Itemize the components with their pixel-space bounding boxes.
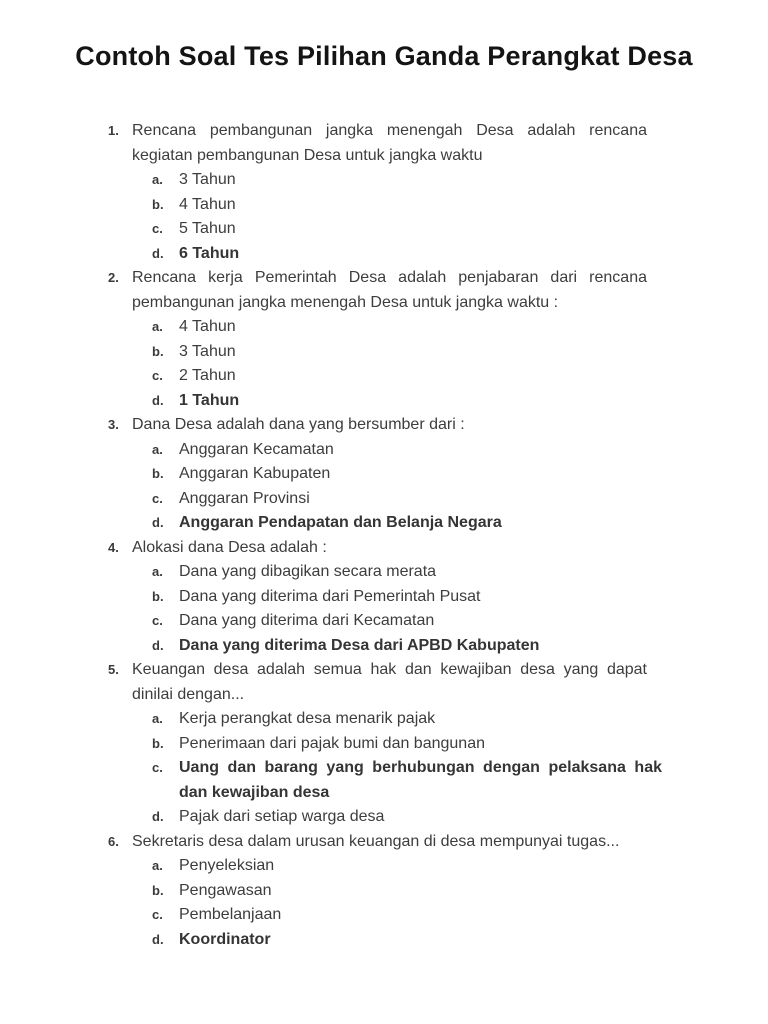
questions-list bbox=[108, 119, 662, 952]
option-text: Pembelanjaan bbox=[179, 906, 282, 923]
option-d bbox=[152, 805, 662, 830]
option-letter: b. bbox=[152, 882, 164, 898]
question-item-3 bbox=[108, 413, 662, 536]
option-text: Penerimaan dari pajak bumi dan bangunan bbox=[179, 734, 485, 752]
option-letter: a. bbox=[152, 564, 163, 579]
option-letter: c. bbox=[152, 490, 163, 506]
option-letter: d. bbox=[152, 245, 164, 261]
option-b bbox=[152, 340, 662, 365]
option-text: 6 Tahun bbox=[179, 244, 240, 262]
option-d-answer bbox=[152, 511, 662, 536]
question-number: 2. bbox=[108, 270, 119, 285]
question-row bbox=[108, 536, 662, 561]
question-text: Keuangan desa adalah semua hak dan kewajiban desa yang dapat dinilai dengan... bbox=[132, 661, 647, 703]
option-a bbox=[152, 438, 662, 463]
option-d-answer bbox=[152, 928, 662, 953]
question-row bbox=[108, 830, 662, 855]
question-text: Sekretaris desa dalam urusan keuangan di desa mempunyai tugas... bbox=[132, 832, 620, 850]
options-list bbox=[108, 438, 662, 536]
option-letter: d. bbox=[152, 931, 164, 947]
option-d-answer bbox=[152, 634, 662, 659]
option-d-answer bbox=[152, 389, 662, 414]
option-letter: a. bbox=[152, 858, 163, 873]
option-c bbox=[152, 903, 662, 928]
option-a bbox=[152, 854, 662, 879]
options-list bbox=[108, 168, 662, 266]
question-item-5 bbox=[108, 658, 662, 830]
question-item-1 bbox=[108, 119, 662, 266]
option-letter: a. bbox=[152, 172, 163, 187]
option-letter: b. bbox=[152, 196, 164, 212]
option-letter: a. bbox=[152, 711, 163, 726]
option-c bbox=[152, 217, 662, 242]
option-text: 4 Tahun bbox=[179, 318, 236, 335]
question-text: Alokasi dana Desa adalah : bbox=[132, 538, 327, 556]
option-text: Anggaran Kecamatan bbox=[179, 440, 334, 458]
option-letter: c. bbox=[152, 221, 163, 236]
option-text: 2 Tahun bbox=[179, 367, 236, 384]
options-list bbox=[108, 707, 662, 830]
option-letter: b. bbox=[152, 343, 164, 359]
option-letter: d. bbox=[152, 809, 164, 824]
option-b bbox=[152, 585, 662, 610]
question-number: 3. bbox=[108, 417, 119, 432]
option-text: 4 Tahun bbox=[179, 195, 236, 213]
question-text: Dana Desa adalah dana yang bersumber dari : bbox=[132, 416, 465, 433]
option-text: Koordinator bbox=[179, 930, 271, 948]
option-letter: c. bbox=[152, 613, 163, 628]
option-d-answer bbox=[152, 242, 662, 267]
option-c bbox=[152, 364, 662, 389]
option-letter: b. bbox=[152, 466, 164, 481]
option-text: Dana yang diterima dari Kecamatan bbox=[179, 612, 435, 629]
option-letter: d. bbox=[152, 392, 164, 408]
question-number: 6. bbox=[108, 833, 119, 849]
question-text: Rencana pembangunan jangka menengah Desa adalah rencana kegiatan pembangunan Desa untuk jangka waktu bbox=[132, 122, 647, 164]
question-number: 5. bbox=[108, 662, 119, 677]
option-c-answer bbox=[152, 756, 662, 805]
option-letter: a. bbox=[152, 441, 163, 457]
option-text: 1 Tahun bbox=[179, 391, 240, 409]
option-text: 5 Tahun bbox=[179, 220, 236, 237]
option-letter: b. bbox=[152, 588, 164, 604]
option-text: Uang dan barang yang berhubungan dengan pelaksana hak dan kewajiban desa bbox=[179, 759, 662, 801]
option-b bbox=[152, 462, 662, 487]
question-number: 4. bbox=[108, 539, 119, 555]
question-row bbox=[108, 413, 662, 438]
option-text: Dana yang dibagikan secara merata bbox=[179, 563, 437, 580]
options-list bbox=[108, 854, 662, 952]
option-text: Anggaran Kabupaten bbox=[179, 465, 331, 482]
option-letter: a. bbox=[152, 319, 163, 334]
option-letter: c. bbox=[152, 907, 163, 922]
option-c bbox=[152, 487, 662, 512]
question-item-2 bbox=[108, 266, 662, 413]
option-c bbox=[152, 609, 662, 634]
option-letter: c. bbox=[152, 760, 163, 775]
question-item-4 bbox=[108, 536, 662, 659]
page-title: Contoh Soal Tes Pilihan Ganda Perangkat Desa bbox=[75, 41, 693, 71]
option-a bbox=[152, 560, 662, 585]
option-b bbox=[152, 879, 662, 904]
options-list bbox=[108, 560, 662, 658]
option-text: Kerja perangkat desa menarik pajak bbox=[179, 710, 436, 727]
option-letter: d. bbox=[152, 515, 164, 530]
option-b bbox=[152, 732, 662, 757]
option-a bbox=[152, 315, 662, 340]
question-row bbox=[108, 119, 662, 168]
option-text: Anggaran Provinsi bbox=[179, 489, 310, 507]
option-text: Pajak dari setiap warga desa bbox=[179, 808, 385, 825]
question-row bbox=[108, 266, 662, 315]
option-text: 3 Tahun bbox=[179, 342, 236, 360]
question-item-6 bbox=[108, 830, 662, 953]
option-a bbox=[152, 168, 662, 193]
option-text: Anggaran Pendapatan dan Belanja Negara bbox=[179, 514, 502, 531]
option-b bbox=[152, 193, 662, 218]
option-text: Pengawasan bbox=[179, 881, 272, 899]
option-text: 3 Tahun bbox=[179, 171, 236, 188]
option-letter: b. bbox=[152, 735, 164, 751]
option-text: Dana yang diterima Desa dari APBD Kabupaten bbox=[179, 636, 540, 654]
option-letter: d. bbox=[152, 637, 164, 653]
question-text: Rencana kerja Pemerintah Desa adalah penjabaran dari rencana pembangunan jangka menengah Desa untuk jangka waktu : bbox=[132, 269, 647, 311]
option-text: Dana yang diterima dari Pemerintah Pusat bbox=[179, 587, 481, 605]
question-row bbox=[108, 658, 662, 707]
option-text: Penyeleksian bbox=[179, 857, 275, 874]
option-letter: c. bbox=[152, 368, 163, 383]
option-a bbox=[152, 707, 662, 732]
options-list bbox=[108, 315, 662, 413]
question-number: 1. bbox=[108, 123, 119, 138]
